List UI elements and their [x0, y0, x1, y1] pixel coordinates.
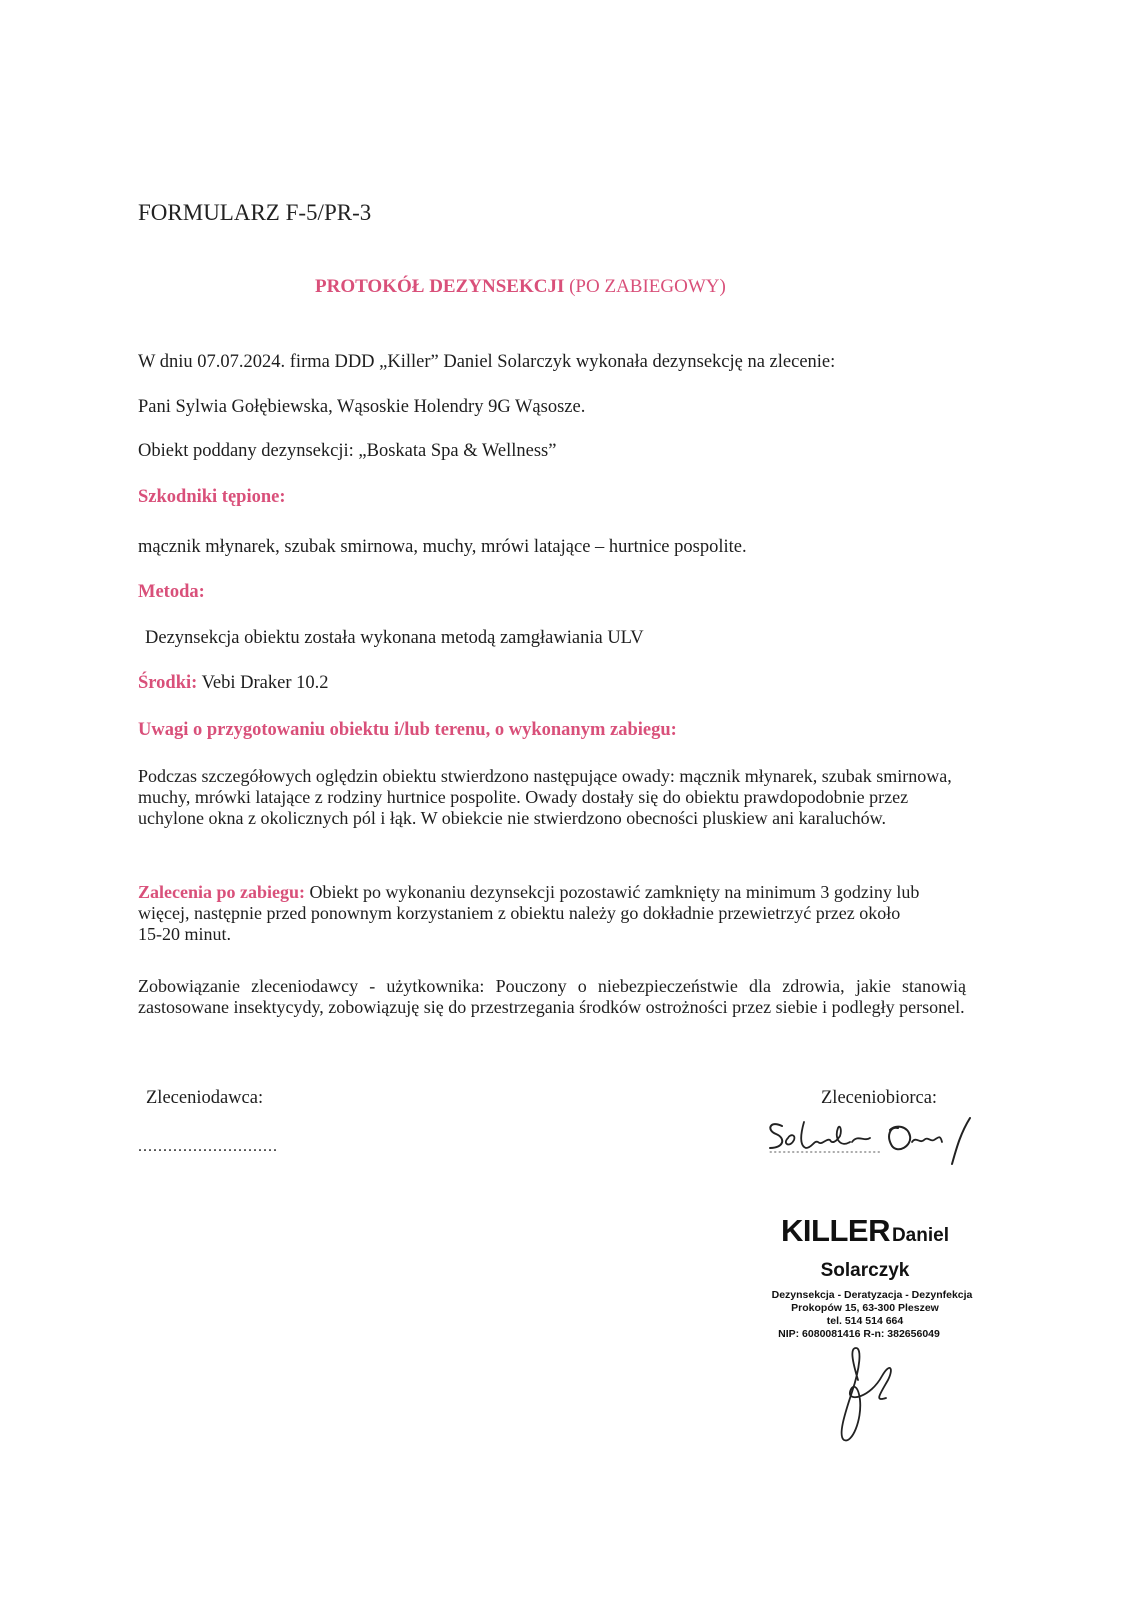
- form-code: FORMULARZ F-5/PR-3: [138, 200, 372, 225]
- recommendations-label: Zalecenia po zabiegu:: [138, 882, 305, 902]
- contractor-label: Zleceniobiorca:: [821, 1088, 938, 1108]
- stamp-initials-signature: [830, 1340, 910, 1450]
- agents-value: Vebi Draker 10.2: [201, 673, 329, 693]
- method-value: Dezynsekcja obiektu została wykonana metodą zamgławiania ULV: [145, 628, 644, 648]
- title-main: PROTOKÓŁ DEZYNSEKCJI: [315, 276, 565, 297]
- company-stamp: [740, 1214, 990, 1341]
- recommendations-text: Obiekt po wykonaniu dezynsekcji pozostawić zamknięty na minimum 3 godziny lub więcej, następnie przed ponownym korzystaniem z obiektu należy go dokładnie przewietrzyć przez około 15-20 minut.: [138, 882, 920, 944]
- client-signature-line: ............................: [138, 1138, 278, 1155]
- commitment-text: Zobowiązanie zleceniodawcy - użytkownika: Pouczony o niebezpieczeństwie dla zdrowia, jakie stanowią zastosowane insektycydy, zobowiązuję się do przestrzegania środków ostrożności przez siebie i podległy personel.: [138, 976, 966, 1017]
- remarks-text: Podczas szczegółowych oględzin obiektu stwierdzono następujące owady: mącznik młynarek, szubak smirnowa, muchy, mrówki latające z rodziny hurtnice pospolite. Owady dostały się do obiektu prawdopodobnie przez uchylone okna z okolicznych pól i łąk. W obiekcie nie stwierdzono obecności pluskiew ani karaluchów.: [138, 766, 952, 828]
- stamp-services: Dezynsekcja - Deratyzacja - Dezynfekcja: [771, 1289, 973, 1301]
- recommendations-block: [138, 882, 928, 945]
- stamp-phone: tel. 514 514 664: [826, 1315, 904, 1327]
- object-line: Obiekt poddany dezynsekcji: „Boskata Spa & Wellness”: [138, 441, 557, 461]
- client-line: Pani Sylwia Gołębiewska, Wąsoskie Holendry 9G Wąsosze.: [138, 397, 586, 417]
- stamp-owner: Daniel Solarczyk: [820, 1225, 949, 1281]
- agents-line: [138, 673, 328, 694]
- pests-value: mącznik młynarek, szubak smirnowa, muchy, mrówi latające – hurtnice pospolite.: [138, 537, 747, 557]
- intro-line: W dniu 07.07.2024. firma DDD „Killer” Daniel Solarczyk wykonała dezynsekcję na zlecenie:: [138, 352, 836, 372]
- client-label: Zleceniodawca:: [146, 1088, 264, 1108]
- stamp-ids: NIP: 6080081416 R-n: 382656049: [778, 1328, 940, 1340]
- method-label: Metoda:: [138, 582, 205, 602]
- agents-label: Środki:: [138, 673, 198, 693]
- document-title: [315, 276, 726, 298]
- contractor-signature: [760, 1112, 990, 1172]
- pests-label: Szkodniki tępione:: [138, 487, 286, 507]
- stamp-brand: KILLER: [781, 1213, 890, 1248]
- title-suffix: (PO ZABIEGOWY): [569, 276, 726, 297]
- remarks-label: Uwagi o przygotowaniu obiektu i/lub terenu, o wykonanym zabiegu:: [138, 720, 677, 740]
- stamp-address: Prokopów 15, 63-300 Pleszew: [791, 1302, 939, 1314]
